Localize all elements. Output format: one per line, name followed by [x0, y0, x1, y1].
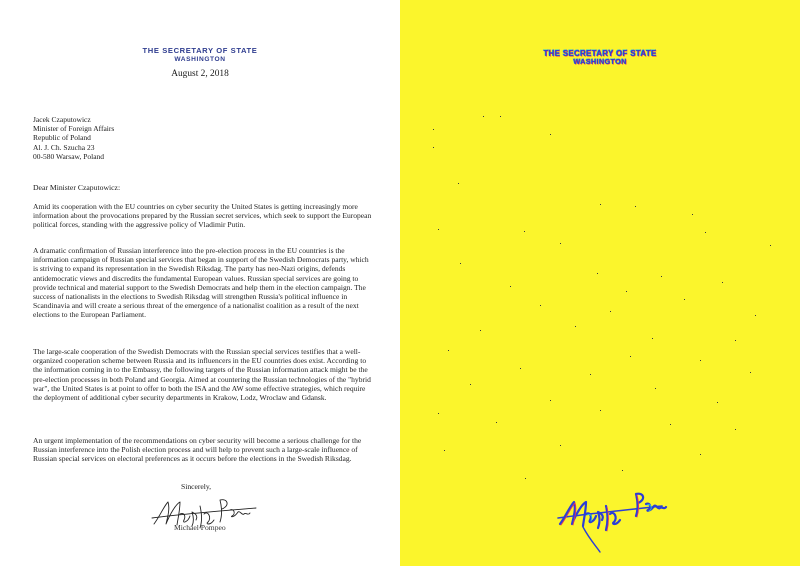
address-line: 00-580 Warsaw, Poland	[33, 151, 105, 161]
overlay-letterhead-city: WASHINGTON	[573, 57, 627, 66]
address-line: Al. J. Ch. Szucha 23	[33, 142, 95, 152]
salutation: Dear Minister Czaputowicz:	[33, 183, 121, 192]
signer-name: Michael Pompeo	[174, 523, 226, 532]
overlay-letterhead-title: THE SECRETARY OF STATE	[543, 49, 657, 58]
body-paragraph: A dramatic confirmation of Russian interference into the pre-election process in the EU countries is the information campaign of Russian special services that began in support of the Swedish Democrats party, which is striving to expand its representation in the Swedish Riksdag. The party has neo-Nazi origins, defends antidemocratic views and discredits the fundamental European values. Russian special services are going to provide technical and material support to the Swedish Democrats and help them in the election campaign. The success of nationalists in the elections to Swedish Riksdag will strengthen Russia's political influence in Scandinavia and will create a serious threat of the emergence of a nationalist coalition as a result of the next elections to the European Parliament.	[33, 246, 369, 320]
body-paragraph: Amid its cooperation with the EU countries on cyber security the United States is getting increasingly more information about the provocations prepared by the Russian secret services, which seek to support the European political forces, standing with the aggressive policy of Vladimir Putin.	[33, 202, 372, 230]
overlay-signature-image	[400, 0, 800, 566]
letterhead-city: WASHINGTON	[174, 56, 226, 63]
closing: Sincerely,	[181, 482, 212, 491]
body-paragraph: The large-scale cooperation of the Swedish Democrats with the Russian special services testifies that a well-organized cooperation scheme between Russia and its influencers in the EU countries does exist. According to the information coming in to the Embassy, the following targets of the Russian information attack might be the pre-election processes in both Poland and Georgia. Aimed at countering the Russian technologies of the "hybrid war", the United States is at point to offer to both the ISA and the AW some effective strategies, which require the deployment of additional cyber security departments in Krakow, Lodz, Wroclaw and Gdansk.	[33, 347, 371, 403]
address-line: Republic of Poland	[33, 133, 91, 143]
body-paragraph: An urgent implementation of the recommendations on cyber security will become a serious challenge for the Russian interference into the Polish election process and will help to prevent such a large-scale influence of Russian special services on electoral preferences as it occurs before the elections in the Swedish Riksdag.	[33, 436, 362, 464]
letter-date: August 2, 2018	[171, 69, 229, 79]
address-line: Jacek Czaputowicz	[33, 115, 91, 124]
address-line: Minister of Foreign Affairs	[33, 124, 115, 134]
letterhead-title: THE SECRETARY OF STATE	[142, 46, 258, 55]
analysis-page	[400, 0, 800, 566]
recipient-address	[33, 115, 373, 161]
